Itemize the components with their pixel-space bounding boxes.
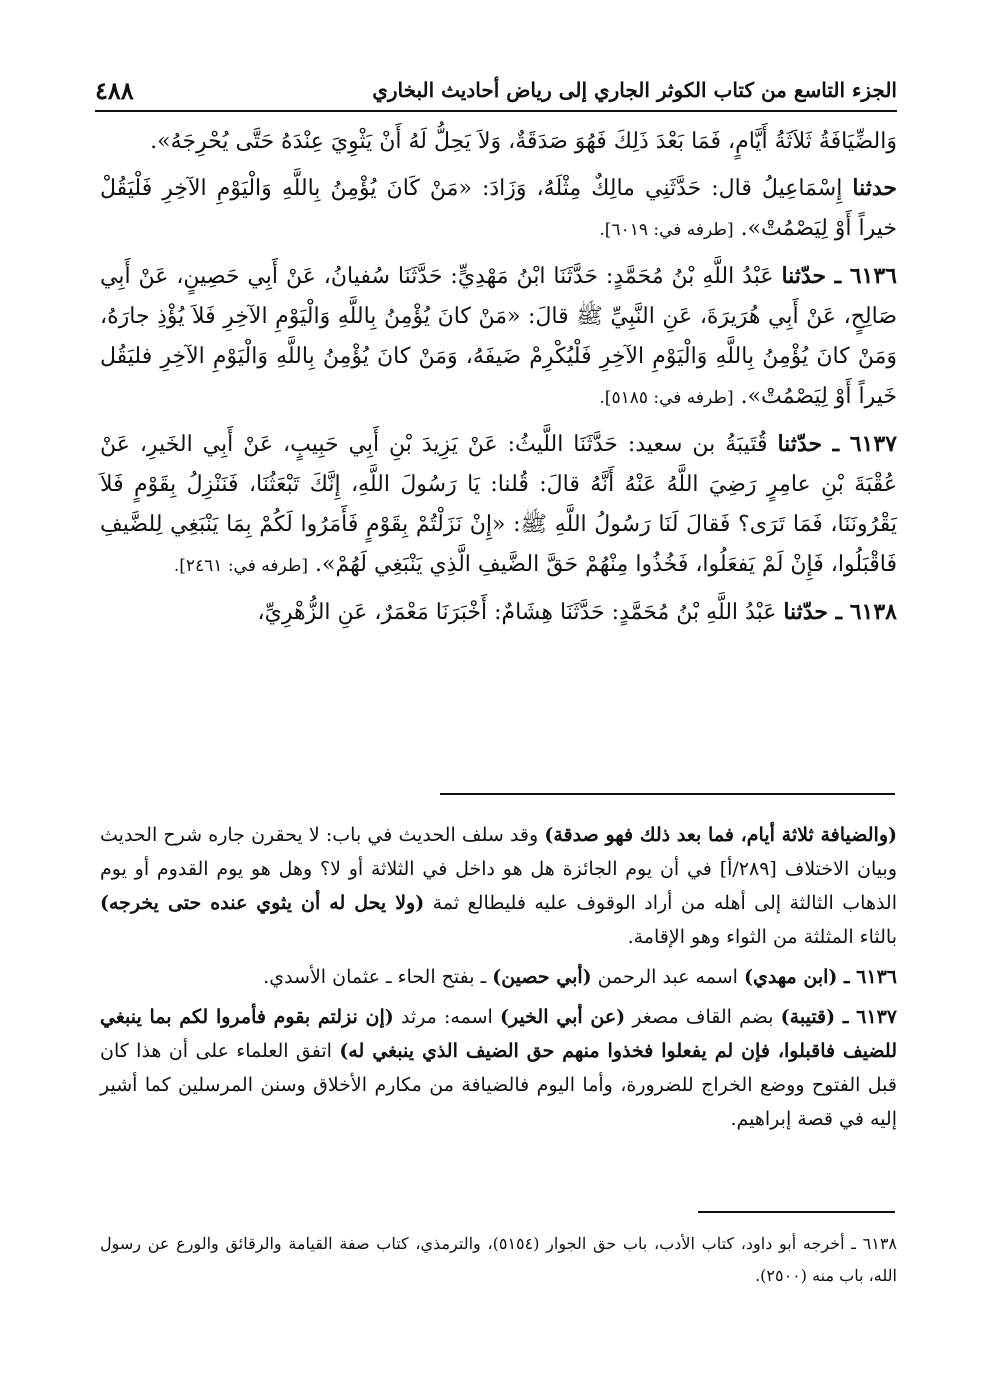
paragraph-text: إِسْمَاعِيلُ قال: حَدَّثَنِي مالِكٌ مِثْلَهُ، وَزَادَ: «مَنْ كَانَ يُؤْمِنُ بِاللَّهِ وَالْيَوْمِ الآخِرِ فَلْيَقُلْ خيراً أَوْ لِيَصْمُتْ». <box>100 176 897 241</box>
commentary-paragraph <box>100 960 897 994</box>
paragraph-ismail <box>100 168 897 250</box>
footnote-rule <box>698 1211 895 1213</box>
quoted-phrase: (أبي حصين) <box>492 966 592 988</box>
quoted-phrase: (قتيبة) <box>780 1006 836 1028</box>
main-text <box>100 122 897 639</box>
quoted-phrase: (إن نزلتم بقوم فأمروا لكم بما ينبغي للضيف فاقبلوا، فإن لم يفعلوا فخذوا منهم حق الضيف الذي ينبغي له) <box>100 1006 897 1062</box>
quoted-phrase: (والضيافة ثلاثة أيام، فما بعد ذلك فهو صدقة) <box>544 824 897 846</box>
commentary-text: وقد سلف الحديث في باب: لا يحقرن جاره شرح الحديث وبيان الاختلاف [٢٨٩/أ] في أن يوم الجائزة هل هو داخل في الثلاثة أو لا؟ وهل هو يوم القدوم أو يوم الذهاب الثالثة إلى أهله من أراد الوقوف عليه فليطالع ثمة <box>100 824 897 914</box>
hadith-number: ٦١٣٦ ـ حدّثنا <box>781 263 897 289</box>
cross-reference: [طرفه في: ٦٠١٩]. <box>599 220 734 240</box>
quoted-phrase: (عن أبي الخير) <box>499 1006 626 1028</box>
note-number: ٦١٣٧ ـ <box>835 1006 897 1028</box>
page-number: ٤٨٨ <box>95 76 134 105</box>
quoted-phrase: (ولا يحل له أن يثوي عنده حتى يخرجه) <box>100 892 425 914</box>
commentary-text: بالثاء المثلثة من الثواء وهو الإقامة. <box>627 926 897 948</box>
footnotes <box>100 1228 897 1292</box>
commentary-text: اتفق العلماء على أن هذا كان قبل الفتوح ووضع الخراج للضرورة، وأما اليوم فالضيافة من مكارم الأخلاق وسنن المرسلين كما أشير إليه في قصة إبراهيم. <box>100 1040 897 1130</box>
hadith-text: عَبْدُ اللَّهِ بْنُ مُحَمَّدٍ: حَدَّثَنَا هِشَامٌ: أَخْبَرَنَا مَعْمَرٌ، عَنِ الزُّهْرِيِّ، <box>257 600 784 625</box>
hadith-6136 <box>100 256 897 418</box>
quoted-phrase: (ابن مهدي) <box>743 966 838 988</box>
hadith-text: قُتَيبَةُ بن سعيد: حَدَّثَنَا اللَّيثُ: عَنْ يَزِيدَ بْنِ أَبِي حَبِيبٍ، عَنْ أَبِي الخَيرِ، عَنْ عُقْبَةَ بْنِ عامِرٍ رَضِيَ اللَّهُ عَنْهُ أَنَّهُ قالَ: قُلنا: يَا رَسُولَ اللَّهِ، إِنَّكَ تَبْعَثُنَا، فَنَنْزِلُ بِقَوْمٍ فَلاَ يَقْرُونَنَا، فَمَا تَرَى؟ فَقالَ لَنَا رَسُولُ اللَّهِ ﷺ: «إِنْ نَزَلْتُمْ بِقَوْمٍ فَأَمَرُوا لَكُمْ بِمَا يَنْبَغِي لِلضَّيفِ فَاقْبَلُوا، فَإِنْ لَمْ يَفعَلُوا، فَخُذُوا مِنْهُمْ حَقَّ الضَّيفِ الَّذِي يَنْبَغِي لَهُمْ». <box>100 432 897 577</box>
commentary <box>100 818 897 1142</box>
running-title: الجزء التاسع من كتاب الكوثر الجاري إلى رياض أحاديث البخاري <box>372 78 897 102</box>
cross-reference: [طرفه في: ٢٤٦١]. <box>173 556 309 576</box>
page-header <box>95 70 897 112</box>
hadith-6138 <box>100 592 897 633</box>
commentary-text: اسمه عبد الرحمن <box>591 966 744 988</box>
hadith-number: ٦١٣٨ ـ حدّثنا <box>783 599 897 625</box>
separator-rule <box>440 793 895 795</box>
hadith-number: ٦١٣٧ ـ حدّثنا <box>777 431 897 457</box>
paragraph-continuation <box>100 122 897 162</box>
commentary-text: ـ بفتح الحاء ـ عثمان الأسدي. <box>263 966 493 988</box>
commentary-text: اسمه: مرثد <box>393 1006 500 1028</box>
narration-lead: حدثنا <box>852 175 897 201</box>
note-number: ٦١٣٦ ـ <box>837 966 897 988</box>
commentary-text: بضم القاف مصغر <box>625 1006 781 1028</box>
cross-reference: [طرفه في: ٥١٨٥]. <box>599 388 734 408</box>
commentary-paragraph <box>100 1000 897 1136</box>
hadith-text: عَبْدُ اللَّهِ بْنُ مُحَمَّدٍ: حَدَّثَنَا ابْنُ مَهْدِيٍّ: حَدَّثَنَا سُفيانُ، عَنْ أَبِي حَصِينٍ، عَنْ أَبِي صَالِحٍ، عَنْ أَبِي هُرَيرَةَ، عَنِ النَّبِيِّ ﷺ قالَ: «مَنْ كانَ يُؤْمِنُ بِاللَّهِ وَالْيَوْمِ الآخِرِ فَلاَ يُؤْذِ جارَهُ، وَمَنْ كانَ يُؤْمِنُ بِاللَّهِ وَالْيَوْمِ الآخِرِ فَلْيُكْرِمْ ضَيفَهُ، وَمَنْ كانَ يُؤْمِنُ بِاللَّهِ وَالْيَوْمِ الآخِرِ فليَقُل خَيراً أَوْ لِيَصْمُتْ». <box>100 264 897 409</box>
paragraph-text: وَالضِّيَافَةُ ثَلاَثَةُ أَيَّامٍ، فَمَا بَعْدَ ذَلِكَ فَهُوَ صَدَقَةٌ، وَلاَ يَحِلُّ لَهُ أَنْ يَثْوِيَ عِنْدَهُ حَتَّى يُحْرِجَهُ». <box>150 129 897 154</box>
commentary-paragraph <box>100 818 897 954</box>
footnote-text: ٦١٣٨ ـ أخرجه أبو داود، كتاب الأدب، باب حق الجوار (٥١٥٤)، والترمذي، كتاب صفة القيامة والرقائق والورع عن رسول الله، باب منه (٢٥٠٠). <box>100 1234 898 1285</box>
hadith-6137 <box>100 424 897 586</box>
